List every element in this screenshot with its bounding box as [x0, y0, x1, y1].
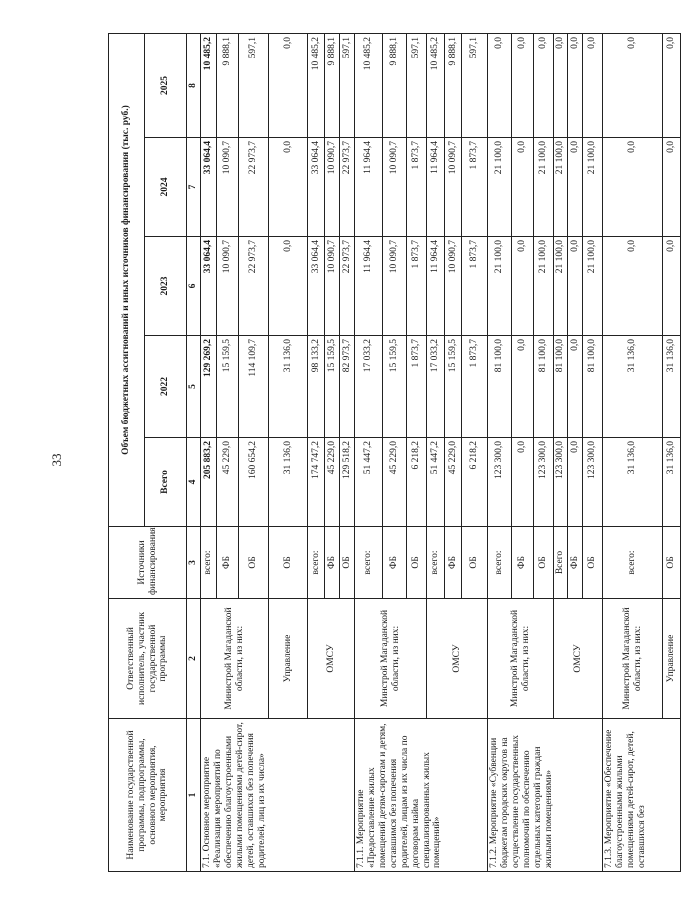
value-year: 1 873,7 — [462, 336, 488, 438]
value-year: 597,1 — [407, 33, 427, 137]
value-total: 6 218,2 — [462, 438, 488, 527]
value-year: 0,0 — [568, 138, 583, 237]
header-funding-group: Объем бюджетных ассигнований и иных источников финансирования (тыс. руб.) — [109, 33, 145, 526]
value-year: 22 973,7 — [239, 138, 269, 237]
executor-name: ОМСУ — [308, 599, 355, 719]
value-year: 10 090,7 — [383, 237, 407, 336]
value-year: 10 485,2 — [201, 33, 217, 137]
value-year: 597,1 — [340, 33, 355, 137]
executor-name: ОМСУ — [554, 599, 603, 719]
funding-source: всего: — [427, 527, 445, 599]
value-year: 0,0 — [488, 33, 512, 137]
col-number: 7 — [187, 138, 201, 237]
value-year: 0,0 — [512, 336, 534, 438]
value-year: 0,0 — [568, 237, 583, 336]
funding-source: ОБ — [407, 527, 427, 599]
measure-name: 7.1. Основное мероприятие «Реализация мероприятий по обеспечению благоустроенными жилыми помещениями детей-сирот, детей, оставшихся без попечения родителей, лиц из их числа» — [201, 719, 355, 872]
value-year: 81 100,0 — [488, 336, 512, 438]
funding-source: ФБ — [568, 527, 583, 599]
value-year: 21 100,0 — [554, 237, 568, 336]
table-row — [355, 33, 383, 871]
col-number: 4 — [187, 438, 201, 527]
executor-name: Управление — [269, 599, 308, 719]
value-year: 1 873,7 — [462, 138, 488, 237]
funding-source: ФБ — [445, 527, 462, 599]
funding-source: ОБ — [663, 527, 681, 599]
value-year: 1 873,7 — [407, 237, 427, 336]
value-year: 0,0 — [269, 33, 308, 137]
value-year: 0,0 — [512, 138, 534, 237]
funding-source: ОБ — [583, 527, 603, 599]
value-year: 0,0 — [554, 33, 568, 137]
col-number: 1 — [187, 719, 201, 872]
header-executor: Ответственный исполнитель, участник государственной программы — [109, 599, 187, 719]
value-year: 22 973,7 — [239, 237, 269, 336]
funding-source: всего: — [488, 527, 512, 599]
col-number: 2 — [187, 599, 201, 719]
measure-name: 7.1.2. Мероприятие «Субвенции бюджетам городских округов на осуществление государственных полномочий по обеспечению отдельных категорий граждан жилыми помещениями» — [488, 719, 603, 872]
value-year: 0,0 — [568, 336, 583, 438]
measure-name: 7.1.3. Мероприятие «Обеспечение благоустроенными жилыми помещениями детей-сирот, детей, оставшихся без — [603, 719, 681, 872]
value-total: 123 300,0 — [534, 438, 554, 527]
funding-source: всего: — [355, 527, 383, 599]
funding-source: всего: — [308, 527, 325, 599]
value-year: 21 100,0 — [554, 138, 568, 237]
executor-name: Управление — [663, 599, 681, 719]
value-year: 10 090,7 — [445, 237, 462, 336]
funding-source: всего: — [603, 527, 663, 599]
value-total: 0,0 — [512, 438, 534, 527]
page-number: 33 — [49, 453, 64, 467]
value-year: 31 136,0 — [269, 336, 308, 438]
value-year: 0,0 — [269, 138, 308, 237]
col-number: 5 — [187, 336, 201, 438]
value-year: 1 873,7 — [407, 336, 427, 438]
value-year: 1 873,7 — [407, 138, 427, 237]
value-year: 33 064,4 — [201, 138, 217, 237]
funding-source: ФБ — [325, 527, 340, 599]
col-number: 6 — [187, 237, 201, 336]
executor-name: Минстрой Магаданской области, из них: — [488, 599, 554, 719]
table-row — [488, 33, 512, 871]
value-year: 21 100,0 — [583, 237, 603, 336]
value-year: 1 873,7 — [462, 237, 488, 336]
value-year: 0,0 — [603, 138, 663, 237]
column-numbers-row — [187, 33, 201, 871]
value-year: 10 090,7 — [325, 237, 340, 336]
value-year: 33 064,4 — [308, 138, 325, 237]
executor-name: ОМСУ — [427, 599, 488, 719]
value-year: 15 159,5 — [383, 336, 407, 438]
executor-name: Минстрой Магаданской области, из них: — [355, 599, 427, 719]
value-year: 81 100,0 — [583, 336, 603, 438]
value-year: 0,0 — [534, 33, 554, 137]
value-year: 11 964,4 — [427, 138, 445, 237]
value-year: 33 064,4 — [201, 237, 217, 336]
value-year: 15 159,5 — [445, 336, 462, 438]
value-total: 6 218,2 — [407, 438, 427, 527]
funding-source: ОБ — [340, 527, 355, 599]
executor-name: Министрой Магаданской области, из них: — [603, 599, 663, 719]
value-total: 129 518,2 — [340, 438, 355, 527]
table-row — [603, 33, 663, 871]
value-year: 21 100,0 — [534, 138, 554, 237]
executor-name: Министрой Магаданской области, из них: — [201, 599, 269, 719]
value-year: 0,0 — [583, 33, 603, 137]
value-year: 0,0 — [603, 33, 663, 137]
value-year: 81 100,0 — [554, 336, 568, 438]
value-year: 9 888,1 — [383, 33, 407, 137]
table-row — [201, 33, 217, 871]
value-year: 31 136,0 — [663, 336, 681, 438]
value-year: 597,1 — [239, 33, 269, 137]
header-source: Источники финансирования — [109, 527, 187, 599]
funding-source: ФБ — [512, 527, 534, 599]
funding-source: ОБ — [462, 527, 488, 599]
value-year: 21 100,0 — [488, 237, 512, 336]
funding-source: ОБ — [239, 527, 269, 599]
rotated-table-container — [108, 34, 677, 872]
value-year: 0,0 — [568, 33, 583, 137]
value-year: 11 964,4 — [355, 138, 383, 237]
header-year-2022: 2022 — [145, 336, 187, 438]
value-year: 129 269,2 — [201, 336, 217, 438]
value-year: 10 090,7 — [325, 138, 340, 237]
value-total: 45 229,0 — [383, 438, 407, 527]
header-total: Всего — [145, 438, 187, 527]
value-year: 0,0 — [663, 237, 681, 336]
measure-name: 7.1.1. Мероприятие «Предоставление жилых помещений детям-сиротам и детям, оставшимся без попечения родителей, лицам из их числа по договорам найма специализированных жилых помещений» — [355, 719, 488, 872]
funding-source: ФБ — [217, 527, 239, 599]
value-total: 51 447,2 — [355, 438, 383, 527]
value-year: 33 064,4 — [308, 237, 325, 336]
value-total: 45 229,0 — [217, 438, 239, 527]
value-year: 10 090,7 — [217, 138, 239, 237]
value-year: 597,1 — [462, 33, 488, 137]
funding-source: ОБ — [269, 527, 308, 599]
value-year: 114 109,7 — [239, 336, 269, 438]
value-total: 31 136,0 — [603, 438, 663, 527]
value-year: 10 090,7 — [445, 138, 462, 237]
value-year: 0,0 — [603, 237, 663, 336]
header-year-2025: 2025 — [145, 33, 187, 137]
value-year: 9 888,1 — [325, 33, 340, 137]
value-total: 0,0 — [568, 438, 583, 527]
funding-source: Всего — [554, 527, 568, 599]
value-total: 160 654,2 — [239, 438, 269, 527]
funding-source: всего: — [201, 527, 217, 599]
value-year: 17 033,2 — [355, 336, 383, 438]
value-year: 98 133,2 — [308, 336, 325, 438]
value-year: 10 090,7 — [383, 138, 407, 237]
value-year: 82 973,7 — [340, 336, 355, 438]
funding-source: ФБ — [383, 527, 407, 599]
value-year: 9 888,1 — [445, 33, 462, 137]
value-total: 123 300,0 — [554, 438, 568, 527]
value-year: 11 964,4 — [427, 237, 445, 336]
value-year: 0,0 — [512, 33, 534, 137]
value-year: 0,0 — [663, 33, 681, 137]
header-row-top — [109, 33, 145, 871]
value-total: 123 300,0 — [488, 438, 512, 527]
value-total: 45 229,0 — [325, 438, 340, 527]
value-year: 15 159,5 — [325, 336, 340, 438]
value-year: 21 100,0 — [488, 138, 512, 237]
value-year: 0,0 — [269, 237, 308, 336]
value-year: 9 888,1 — [217, 33, 239, 137]
value-year: 31 136,0 — [603, 336, 663, 438]
value-total: 123 300,0 — [583, 438, 603, 527]
value-total: 205 883,2 — [201, 438, 217, 527]
value-year: 0,0 — [512, 237, 534, 336]
value-year: 15 159,5 — [217, 336, 239, 438]
value-year: 10 485,2 — [308, 33, 325, 137]
funding-source: ОБ — [534, 527, 554, 599]
value-total: 31 136,0 — [269, 438, 308, 527]
value-year: 81 100,0 — [534, 336, 554, 438]
value-total: 31 136,0 — [663, 438, 681, 527]
value-year: 11 964,4 — [355, 237, 383, 336]
value-year: 22 973,7 — [340, 237, 355, 336]
value-year: 21 100,0 — [583, 138, 603, 237]
value-total: 45 229,0 — [445, 438, 462, 527]
header-name: Наименование государственной программы, подпрограммы, основного мероприятия, мероприятия — [109, 719, 187, 872]
col-number: 8 — [187, 33, 201, 137]
value-year: 17 033,2 — [427, 336, 445, 438]
col-number: 3 — [187, 527, 201, 599]
funding-table — [108, 33, 681, 872]
value-total: 174 747,2 — [308, 438, 325, 527]
value-year: 0,0 — [663, 138, 681, 237]
value-year: 10 090,7 — [217, 237, 239, 336]
header-year-2024: 2024 — [145, 138, 187, 237]
value-year: 21 100,0 — [534, 237, 554, 336]
value-year: 22 973,7 — [340, 138, 355, 237]
table-body — [201, 33, 681, 871]
value-year: 10 485,2 — [355, 33, 383, 137]
value-year: 10 485,2 — [427, 33, 445, 137]
header-year-2023: 2023 — [145, 237, 187, 336]
value-total: 51 447,2 — [427, 438, 445, 527]
